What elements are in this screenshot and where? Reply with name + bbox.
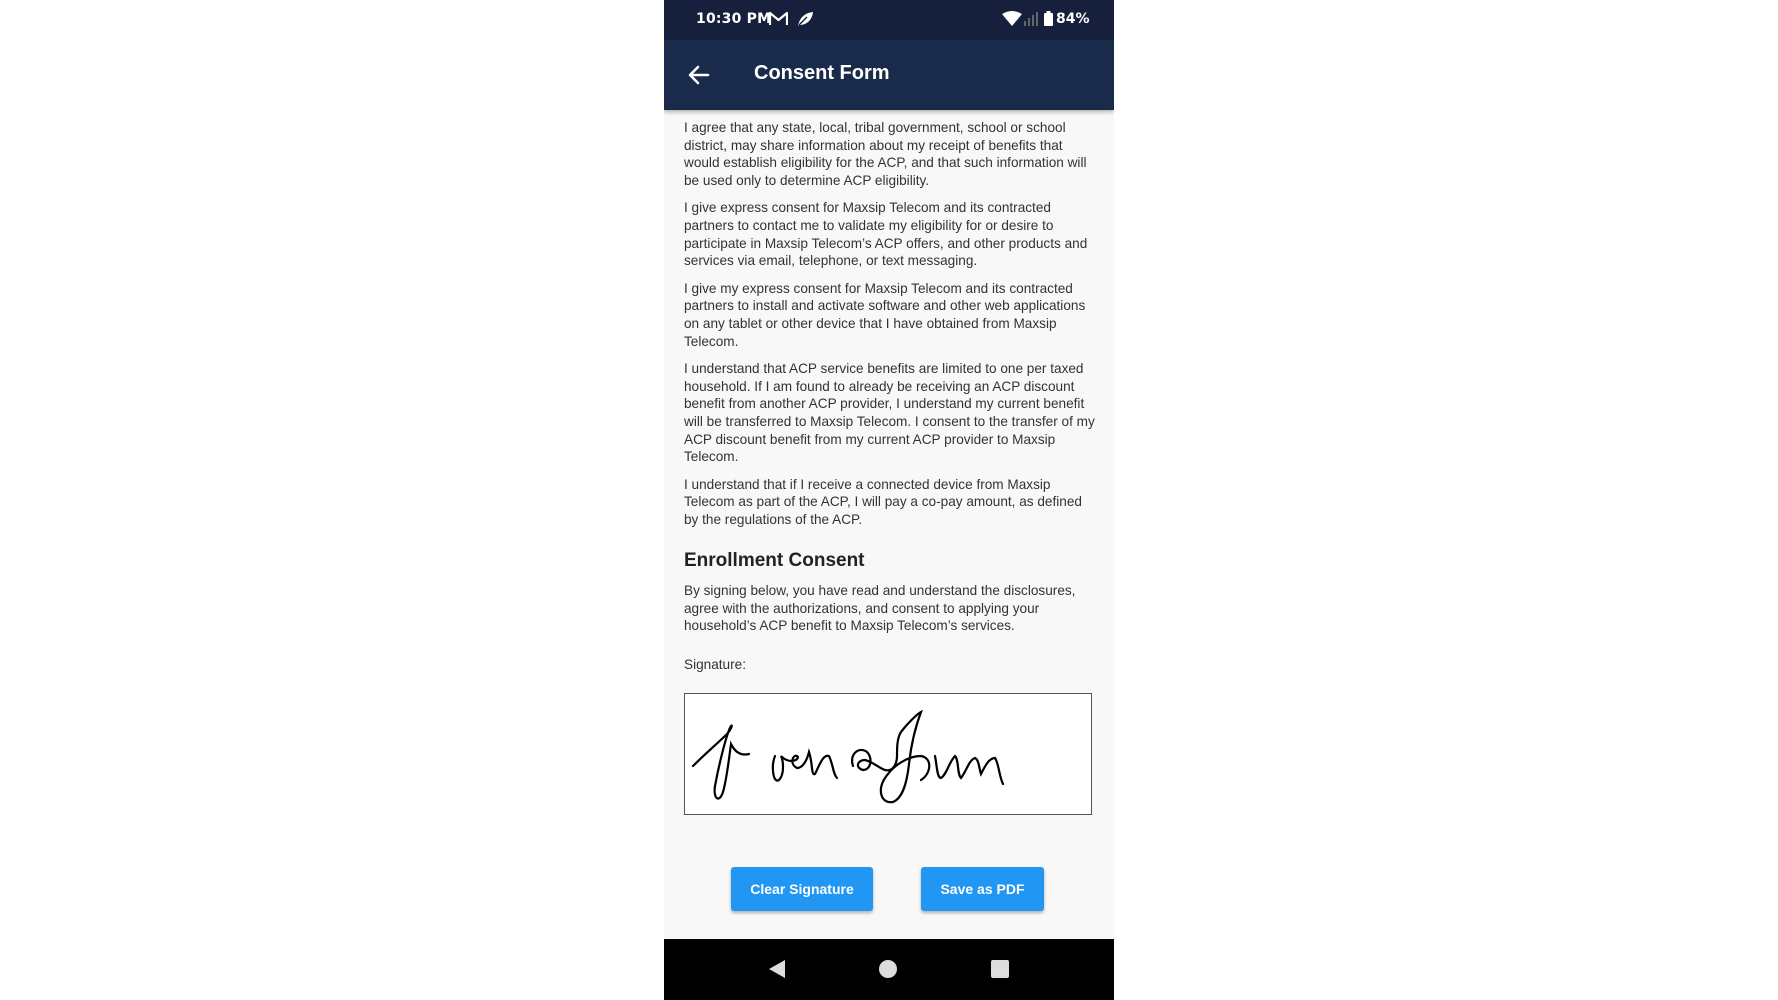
consent-paragraph-5: I understand that if I receive a connected device from Maxsip Telecom as part of the ACP, I will pay a co-pay amount, as defined by the regulations of the ACP. [684, 476, 1082, 527]
consent-paragraph-1: I agree that any state, local, tribal government, school or school district, may share information about my receipt of benefits that would establish eligibility for the ACP, and that such information will be used only to determine ACP eligibility. [684, 120, 1087, 188]
arrow-left-icon[interactable] [686, 62, 712, 88]
leaf-icon [796, 11, 814, 31]
system-nav-bar [664, 939, 1114, 1000]
enrollment-consent-text: By signing below, you have read and understand the disclosures, agree with the authorizations, and consent to applying your household’s ACP benefit to Maxsip Telecom’s services. [684, 583, 1076, 634]
wifi-icon [1002, 11, 1022, 31]
recents-square-icon[interactable] [990, 959, 1010, 984]
consent-paragraph-3: I give my express consent for Maxsip Telecom and its contracted partners to install and activate software and other web applications on any tablet or other device that I have obtained from Maxsip Telecom. [684, 280, 1086, 349]
signature-drawing [685, 694, 1090, 813]
back-triangle-icon[interactable] [767, 959, 787, 984]
battery-icon [1044, 11, 1053, 30]
app-bar [664, 40, 1114, 110]
gmail-icon [769, 11, 788, 30]
consent-paragraph-2: I give express consent for Maxsip Telecom and its contracted partners to contact me to validate my eligibility for or desire to participate in Maxsip Telecom’s ACP offers, and other products and services via email, telephone, or text messaging. [684, 200, 1088, 269]
phone-screen [664, 0, 1114, 1000]
battery-percent: 84% [1056, 11, 1090, 27]
save-as-pdf-button[interactable]: Save as PDF [921, 867, 1044, 911]
signal-icon [1024, 11, 1038, 30]
status-time: 10:30 PM [696, 11, 772, 27]
page-title: Consent Form [754, 62, 890, 84]
consent-paragraph-4: I understand that ACP service benefits are limited to one per taxed household. If I am found to already be receiving an ACP discount benefit from another ACP provider, I understand my current benefit will be transferred to Maxsip Telecom. I consent to the transfer of my ACP discount benefit from my current ACP provider to Maxsip Telecom. [684, 361, 1095, 465]
status-bar [664, 0, 1114, 40]
consent-document [684, 97, 1098, 815]
signature-label: Signature: [684, 656, 746, 672]
home-circle-icon[interactable] [878, 959, 898, 984]
section-heading: Enrollment Consent [684, 550, 865, 572]
signature-pad[interactable] [684, 693, 1092, 815]
clear-signature-button[interactable]: Clear Signature [731, 867, 873, 911]
